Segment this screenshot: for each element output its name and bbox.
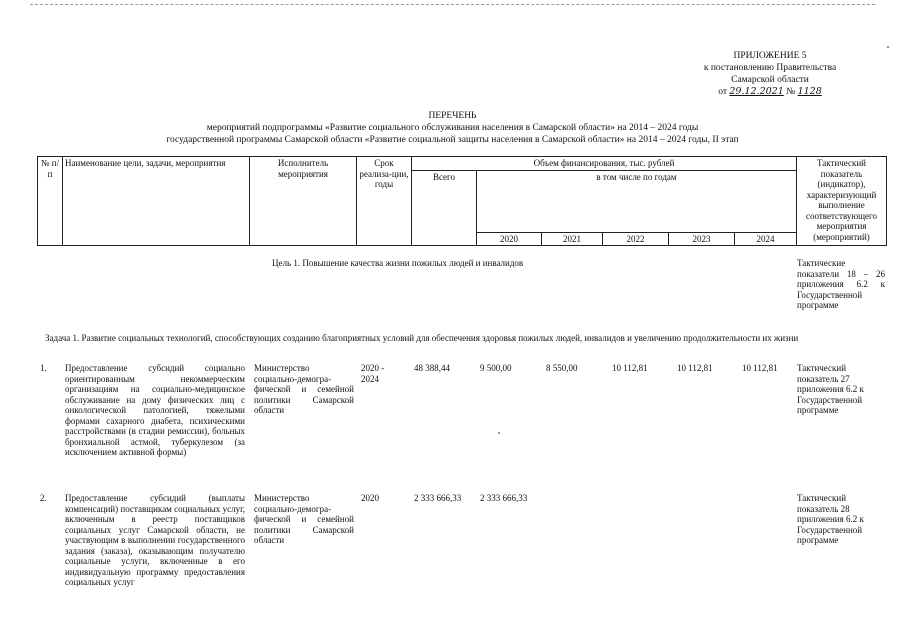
row1-name: Предоставление субсидий социально ориентированным некоммерческим организациям на социально-медицинское обслуживание на дому физических лиц с онкологической патологией, тяжелыми формами сахарного диабета, психическими расстройствами (в стадии ремиссии), больных бронхиальной астмой, туберкулезом (за исключением активной формы) [65,363,245,457]
appendix-title: ПРИЛОЖЕНИЕ 5 [733,51,807,61]
header-by-years: в том числе по годам [477,170,797,232]
header-year-2023: 2023 [669,232,735,246]
table-header [37,156,887,246]
row2-2020: 2 333 666,33 [480,493,528,503]
appendix-date-line [640,86,900,98]
header-executor: Исполнитель мероприятия [250,157,357,246]
row1-num: 1. [40,363,47,373]
row1-total: 48 388,44 [414,363,450,373]
appendix-from-label: от [718,87,727,97]
goal-text: Цель 1. Повышение качества жизни пожилых людей и инвалидов [272,258,524,268]
document-title-line1: мероприятий подпрограммы «Развитие социального обслуживания населения в Самарской области» на 2014 – 2024 годы [206,123,699,133]
header-financing: Объем финансирования, тыс. рублей [412,157,797,171]
goal-indicator: Тактические показатели 18 – 26 приложения 6.2 к Государственной программе [797,258,885,310]
row1-2021: 8 550,00 [546,363,578,373]
row2-num: 2. [40,493,47,503]
scan-speck [498,432,500,434]
header-year-2020: 2020 [477,232,542,246]
page-top-edge [30,4,875,5]
appendix-line2: к постановлению Правительства [703,63,837,73]
row2-executor: Министерство социально-демогра-фической и семейной политики Самарской области [254,493,354,545]
row1-2023: 10 112,81 [677,363,713,373]
header-term: Срок реализа-ции, годы [357,157,412,246]
row2-name: Предоставление субсидий (выплаты компенсаций) поставщикам социальных услуг, включенным в реестр поставщиков социальных услуг Самарской области, не участвующим в выполнении государственного задания (заказа), оказывающим получателю социальные услуги, включенные в его индивидуальную программу предоставления социальных услуг [65,493,245,587]
row1-2020: 9 500,00 [480,363,512,373]
row1-2024: 10 112,81 [742,363,778,373]
header-year-2022: 2022 [603,232,669,246]
header-year-2021: 2021 [542,232,603,246]
header-year-2024: 2024 [735,232,797,246]
appendix-line3: Самарской области [731,75,809,85]
row1-2022: 10 112,81 [612,363,648,373]
appendix-number: 1128 [797,86,822,97]
row2-total: 2 333 666,33 [414,493,462,503]
task-text: Задача 1. Развитие социальных технологий, способствующих созданию благоприятных условий для обеспечения здоровья пожилых людей, инвалидов и увеличению продолжительности их жизни [45,333,799,343]
row1-term: 2020 - 2024 [361,363,385,384]
header-total: Всего [412,170,477,246]
row1-indicator: Тактический показатель 27 приложения 6.2 к Государственной программе [797,363,864,415]
appendix-number-label: № [786,87,796,97]
appendix-block [640,50,900,98]
row1-executor: Министерство социально-демогра-фической и семейной политики Самарской области [254,363,354,415]
header-name: Наименование цели, задачи, мероприятия [63,157,250,246]
row2-term: 2020 [361,493,379,503]
document-heading: ПЕРЕЧЕНЬ [428,111,477,121]
header-indicator: Тактический показатель (индикатор), характеризующий выполнение соответствующего мероприятия (мероприятий) [797,157,887,246]
appendix-date: 29.12.2021 [729,86,784,97]
header-num: № п/п [38,157,63,246]
row2-indicator: Тактический показатель 28 приложения 6.2 к Государственной программе [797,493,864,545]
scan-speck [887,46,889,48]
document-title-line2: государственной программы Самарской области «Развитие социальной защиты населения в Самарской области» на 2014 – 2024 годы, II этап [166,135,739,145]
